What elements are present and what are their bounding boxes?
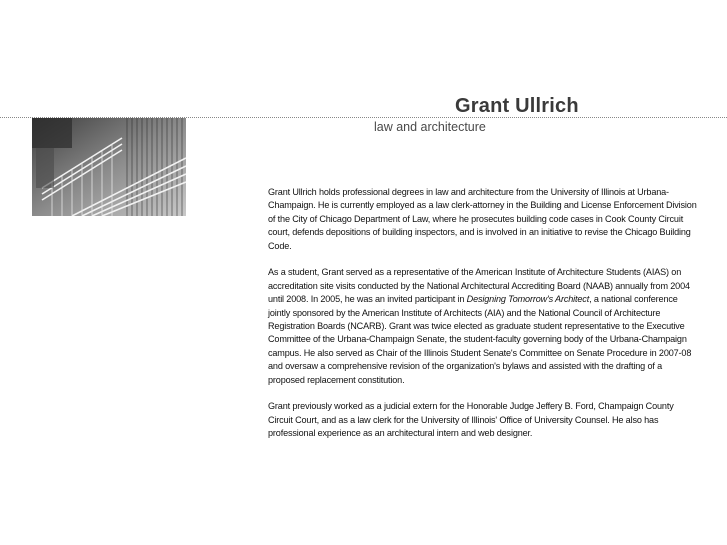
bio-paragraph-1: Grant Ullrich holds professional degrees in law and architecture from the University of Illinois at Urbana-Champaign. He is currently employed as a law clerk-attorney in the Building and License Enforcement Division of the City of Chicago Department of Law, where he prosecutes building code cases in Cook County Circuit court, defends depositions of building inspectors, and is involved in an initiative to revise the Chicago Building Code. [268, 187, 697, 251]
staircase-image [32, 118, 186, 216]
staircase-photo [32, 118, 186, 216]
site-title: Grant Ullrich [455, 95, 579, 117]
bio-content [268, 186, 698, 454]
bio-paragraph-2 [268, 266, 698, 387]
conference-title: Designing Tomorrow's Architect [466, 294, 590, 305]
bio-paragraph-2-start: As a student, Grant served as a representative of the American Institute of Architecture Students (AIAS) on accreditation site visits conducted by the National Architectural Accrediting Board (NAAB) annually from 2004 until 2008. In 2005, he was an invited participant in [268, 267, 690, 305]
bio-paragraph-3: Grant previously worked as a judicial extern for the Honorable Judge Jeffery B. Ford, Champaign County Circuit Court, and as a law clerk for the University of Illinois' Office of University Counsel. He also has professional experience as an architectural intern and web designer. [268, 401, 674, 439]
site-tagline: law and architecture [374, 120, 486, 134]
bio-paragraph-2-end: , a national conference jointly sponsored by the American Institute of Architects (AIA) and the National Council of Architecture Registration Boards (NCARB). Grant was twice elected as graduate student representative to the Executive Committee of the Urbana-Champaign Senate, the student-faculty governing body of the Urbana-Champaign campus. He also served as Chair of the Illinois Student Senate's Committee on Senate Procedure in 2007-08 and oversaw a comprehensive revision of the organization's bylaws and assisted with the drafting of a proposed replacement constitution. [268, 294, 692, 385]
